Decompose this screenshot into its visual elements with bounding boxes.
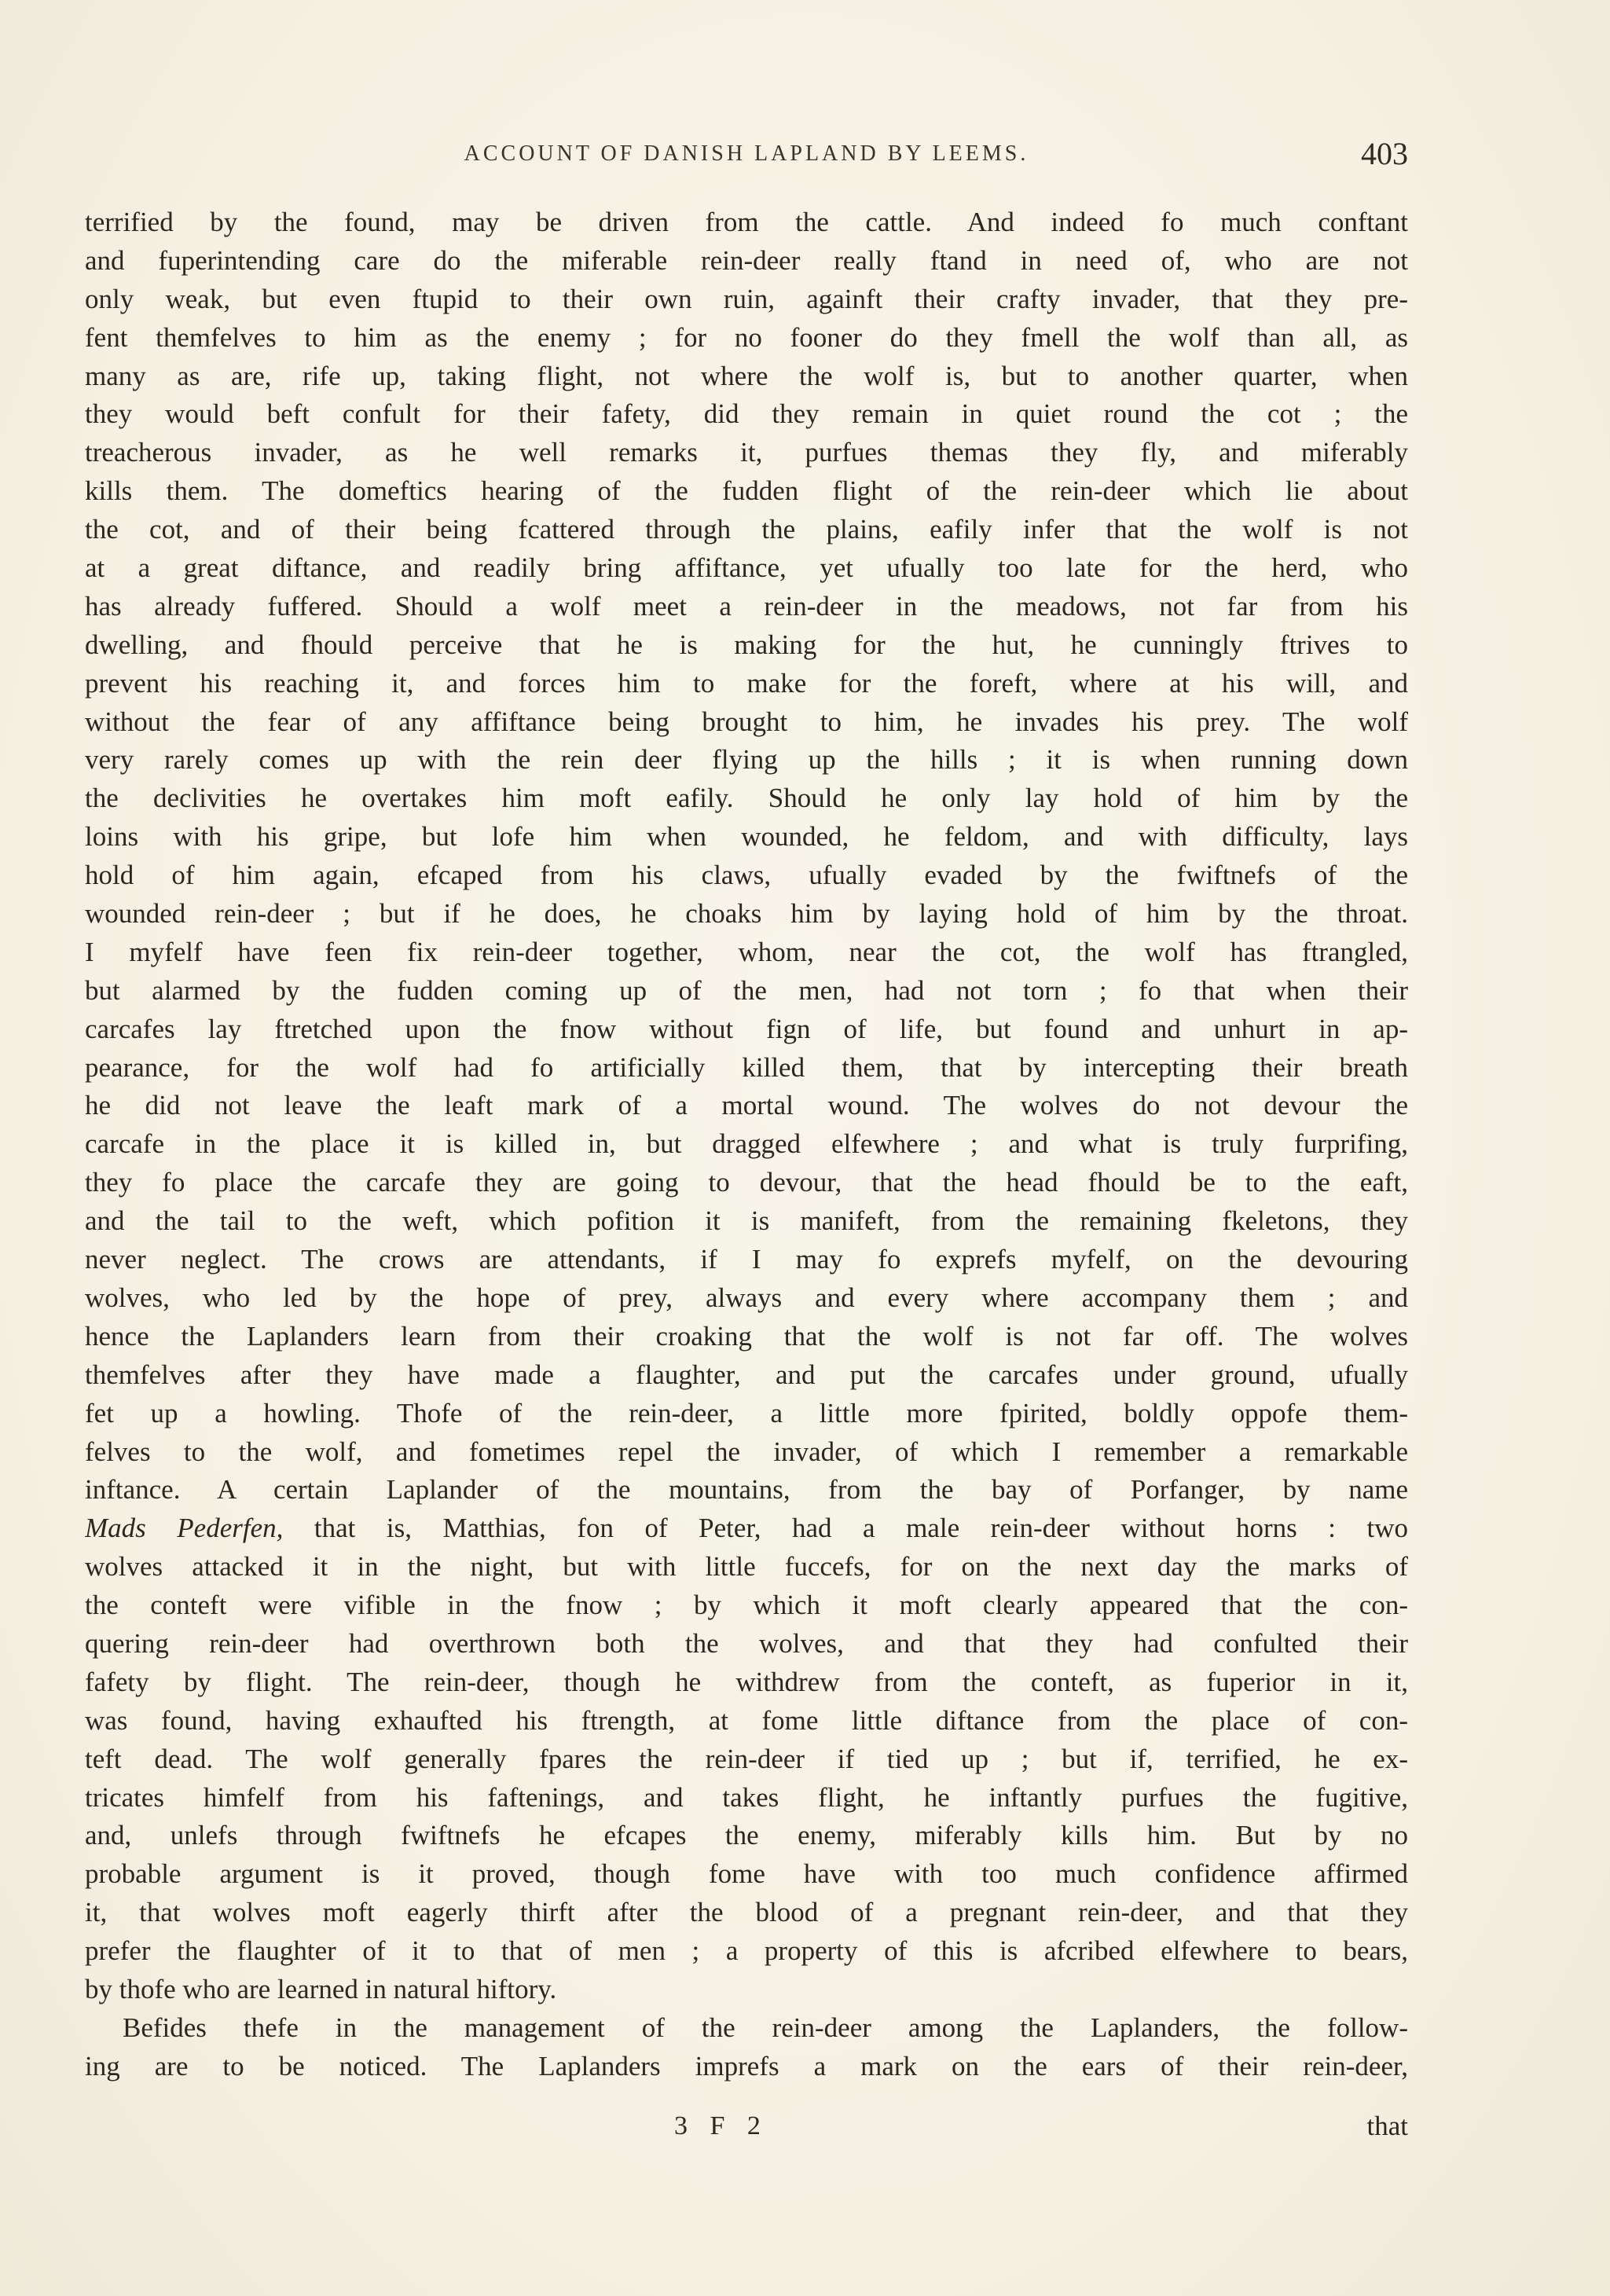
text-line: carcafes lay ftretched upon the fnow without fign of life, but found and unhurt in ap- bbox=[85, 1013, 1408, 1044]
text-line: teft dead. The wolf generally fpares the rein-deer if tied up ; but if, terrified, he ex- bbox=[85, 1743, 1408, 1774]
text-line-with-name bbox=[85, 1509, 1408, 1548]
text-line: fet up a howling. Thofe of the rein-deer, a little more fpirited, boldly oppofe them- bbox=[85, 1397, 1408, 1429]
text-line: I myfelf have feen fix rein-deer together, whom, near the cot, the wolf has ftrangled, bbox=[85, 936, 1408, 967]
running-head bbox=[85, 138, 1408, 185]
signature-mark: 3 F 2 bbox=[674, 2111, 768, 2140]
text-line: the cot, and of their being fcattered through the plains, eafily infer that the wolf is not bbox=[85, 514, 1408, 545]
personal-name: Mads Pederfen, bbox=[85, 1513, 284, 1544]
text-line: fafety by flight. The rein-deer, though he withdrew from the conteft, as fuperior in it, bbox=[85, 1666, 1408, 1697]
paragraph-start-line: Befides thefe in the management of the rein-deer among the Laplanders, the follow- bbox=[123, 2012, 1408, 2043]
text-line: it, that wolves moft eagerly thirft after the blood of a pregnant rein-deer, and that they bbox=[85, 1897, 1408, 1928]
catchword: that bbox=[1366, 2111, 1408, 2141]
text-line: but alarmed by the fudden coming up of the men, had not torn ; fo that when their bbox=[85, 974, 1408, 1006]
text-line: fent themfelves to him as the enemy ; for no fooner do they fmell the wolf than all, as bbox=[85, 321, 1408, 353]
text-line: and the tail to the weft, which pofition it is manifeft, from the remaining fkeletons, they bbox=[85, 1205, 1408, 1237]
page-footer bbox=[85, 2107, 1408, 2147]
text-line: very rarely comes up with the rein deer flying up the hills ; it is when running down bbox=[85, 744, 1408, 776]
text-line: and fuperintending care do the miferable rein-deer really ftand in need of, who are not bbox=[85, 244, 1408, 276]
text-line: without the fear of any affiftance being brought to him, he invades his prey. The wolf bbox=[85, 706, 1408, 737]
text-line: felves to the wolf, and fometimes repel the invader, of which I remember a remarkable bbox=[85, 1436, 1408, 1467]
text-line: hence the Laplanders learn from their croaking that the wolf is not far off. The wolves bbox=[85, 1320, 1408, 1352]
text-line: only weak, but even ftupid to their own ruin, againft their crafty invader, that they pre- bbox=[85, 283, 1408, 314]
text-line: has already fuffered. Should a wolf meet a rein-deer in the meadows, not far from his bbox=[85, 590, 1408, 622]
text-line: prevent his reaching it, and forces him to make for the foreft, where at his will, and bbox=[85, 667, 1408, 699]
text-line: quering rein-deer had overthrown both the wolves, and that they had confulted their bbox=[85, 1627, 1408, 1659]
text-line: was found, having exhaufted his ftrength, at fome little diftance from the place of con- bbox=[85, 1704, 1408, 1736]
text-line: ing are to be noticed. The Laplanders imprefs a mark on the ears of their rein-deer, bbox=[85, 2050, 1408, 2081]
text-line: themfelves after they have made a flaughter, and put the carcafes under ground, ufually bbox=[85, 1359, 1408, 1390]
text-line: wolves, who led by the hope of prey, always and every where accompany them ; and bbox=[85, 1282, 1408, 1313]
text-line: treacherous invader, as he well remarks it, purfues themas they fly, and miferably bbox=[85, 437, 1408, 468]
page-number: 403 bbox=[1361, 136, 1408, 171]
text-line: terrified by the found, may be driven from the cattle. And indeed fo much conftant bbox=[85, 207, 1408, 237]
text-line: carcafe in the place it is killed in, but dragged elfewhere ; and what is truly furprifing, bbox=[85, 1128, 1408, 1160]
text-line-remainder: that is, Matthias, fon of Peter, had a male rein-deer without horns : two bbox=[314, 1513, 1408, 1544]
text-line: never neglect. The crows are attendants, if I may fo exprefs myfelf, on the devouring bbox=[85, 1244, 1408, 1275]
text-line: at a great diftance, and readily bring affiftance, yet ufually too late for the herd, who bbox=[85, 552, 1408, 584]
text-line: probable argument is it proved, though fome have with too much confidence affirmed bbox=[85, 1858, 1408, 1890]
text-line: wolves attacked it in the night, but with little fuccefs, for on the next day the marks of bbox=[85, 1551, 1408, 1583]
text-line: the conteft were vifible in the fnow ; by which it moft clearly appeared that the con- bbox=[85, 1590, 1408, 1621]
text-line: wounded rein-deer ; but if he does, he choaks him by laying hold of him by the throat. bbox=[85, 898, 1408, 930]
text-line: kills them. The domeftics hearing of the fudden flight of the rein-deer which lie about bbox=[85, 475, 1408, 507]
text-line: the declivities he overtakes him moft eafily. Should he only lay hold of him by the bbox=[85, 783, 1408, 814]
body-text bbox=[85, 204, 1408, 2086]
text-line: tricates himfelf from his faftenings, and takes flight, he inftantly purfues the fugitive, bbox=[85, 1781, 1408, 1813]
paragraph-end-line: by thofe who are learned in natural hiftory. bbox=[85, 1973, 557, 2004]
text-line: dwelling, and fhould perceive that he is making for the hut, he cunningly ftrives to bbox=[85, 629, 1408, 660]
text-line: and, unlefs through fwiftnefs he efcapes the enemy, miferably kills him. But by no bbox=[85, 1820, 1408, 1851]
text-line: prefer the flaughter of it to that of men ; a property of this is afcribed elfewhere to bears, bbox=[85, 1935, 1408, 1967]
text-line: loins with his gripe, but lofe him when wounded, he feldom, and with difficulty, lays bbox=[85, 821, 1408, 853]
running-title: ACCOUNT OF DANISH LAPLAND BY LEEMS. bbox=[464, 141, 1029, 166]
text-line: he did not leave the leaft mark of a mortal wound. The wolves do not devour the bbox=[85, 1090, 1408, 1121]
text-line: they would beft confult for their fafety, did they remain in quiet round the cot ; the bbox=[85, 398, 1408, 430]
text-line: pearance, for the wolf had fo artificially killed them, that by intercepting their breath bbox=[85, 1051, 1408, 1083]
text-line: many as are, rife up, taking flight, not where the wolf is, but to another quarter, when bbox=[85, 360, 1408, 391]
text-line: inftance. A certain Laplander of the mountains, from the bay of Porfanger, by name bbox=[85, 1474, 1408, 1506]
text-line: hold of him again, efcaped from his claws, ufually evaded by the fwiftnefs of the bbox=[85, 860, 1408, 891]
text-line: they fo place the carcafe they are going to devour, that the head fhould be to the eaft, bbox=[85, 1167, 1408, 1198]
